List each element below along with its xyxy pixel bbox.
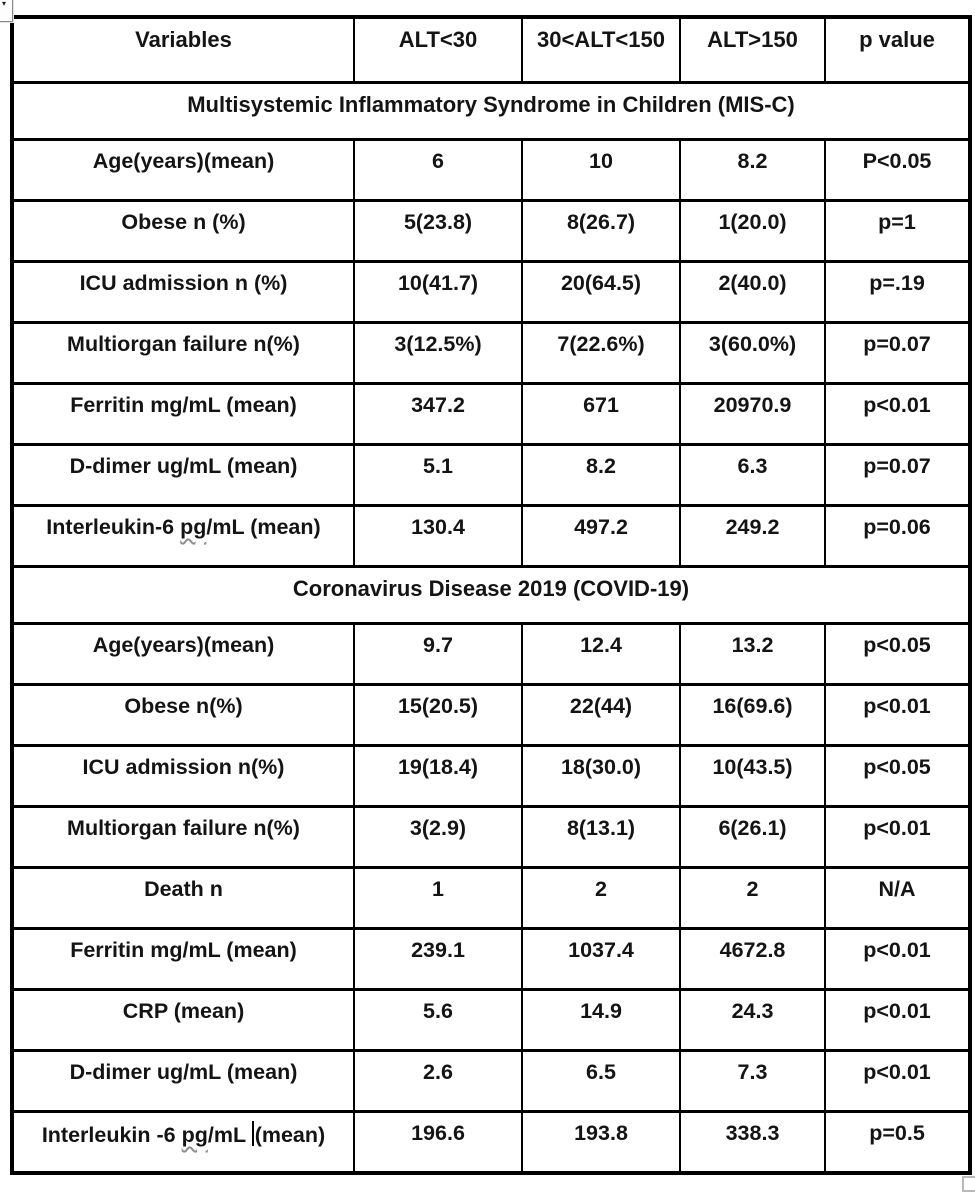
label-text: (mean) <box>254 1123 326 1147</box>
row-label[interactable]: ICU admission n (%) <box>12 262 354 323</box>
p-value-cell[interactable]: p<0.05 <box>825 624 970 685</box>
row-label[interactable]: Multiorgan failure n(%) <box>12 807 354 868</box>
section-header-row <box>12 567 970 624</box>
value-cell[interactable]: 6 <box>354 140 522 201</box>
object-anchor-icon[interactable]: ▾ <box>0 0 13 22</box>
value-cell[interactable]: 12.4 <box>522 624 680 685</box>
table-row <box>12 624 970 685</box>
value-cell[interactable]: 5.1 <box>354 445 522 506</box>
value-cell[interactable]: 671 <box>522 384 680 445</box>
column-header-p-value[interactable]: p value <box>825 17 970 83</box>
table-row <box>12 868 970 929</box>
value-cell[interactable]: 4672.8 <box>680 929 825 990</box>
value-cell[interactable]: 2(40.0) <box>680 262 825 323</box>
row-label[interactable]: CRP (mean) <box>12 990 354 1051</box>
row-label[interactable]: Ferritin mg/mL (mean) <box>12 384 354 445</box>
value-cell[interactable]: 13.2 <box>680 624 825 685</box>
table-row <box>12 506 970 567</box>
clinical-variables-table <box>10 15 972 1175</box>
value-cell[interactable]: 497.2 <box>522 506 680 567</box>
table-row <box>12 262 970 323</box>
table-row <box>12 746 970 807</box>
table-row <box>12 929 970 990</box>
value-cell[interactable]: 1037.4 <box>522 929 680 990</box>
p-value-cell[interactable]: p<0.01 <box>825 990 970 1051</box>
label-text: /mL <box>207 1123 252 1147</box>
value-cell[interactable]: 8(26.7) <box>522 201 680 262</box>
value-cell[interactable]: 3(2.9) <box>354 807 522 868</box>
value-cell[interactable]: 239.1 <box>354 929 522 990</box>
p-value-cell[interactable]: p<0.01 <box>825 1051 970 1112</box>
value-cell[interactable]: 196.6 <box>354 1112 522 1174</box>
value-cell[interactable]: 15(20.5) <box>354 685 522 746</box>
section-header-row <box>12 83 970 140</box>
value-cell[interactable]: 1 <box>354 868 522 929</box>
value-cell[interactable]: 6.5 <box>522 1051 680 1112</box>
value-cell[interactable]: 193.8 <box>522 1112 680 1174</box>
value-cell[interactable]: 10(41.7) <box>354 262 522 323</box>
section-title[interactable]: Coronavirus Disease 2019 (COVID-19) <box>12 567 970 624</box>
value-cell[interactable]: 10 <box>522 140 680 201</box>
row-label[interactable] <box>12 506 354 567</box>
row-label[interactable]: ICU admission n(%) <box>12 746 354 807</box>
label-text: /mL (mean) <box>206 515 321 539</box>
value-cell[interactable]: 10(43.5) <box>680 746 825 807</box>
value-cell[interactable]: 347.2 <box>354 384 522 445</box>
value-cell[interactable]: 6.3 <box>680 445 825 506</box>
value-cell[interactable]: 16(69.6) <box>680 685 825 746</box>
column-header-alt-lt-30[interactable]: ALT<30 <box>354 17 522 83</box>
value-cell[interactable]: 8(13.1) <box>522 807 680 868</box>
spellcheck-squiggle-text: pg <box>180 515 207 539</box>
value-cell[interactable]: 20(64.5) <box>522 262 680 323</box>
p-value-cell[interactable]: p<0.05 <box>825 746 970 807</box>
row-label[interactable]: Obese n(%) <box>12 685 354 746</box>
value-cell[interactable]: 130.4 <box>354 506 522 567</box>
label-text: Interleukin -6 <box>41 1123 182 1147</box>
row-label[interactable]: D-dimer ug/mL (mean) <box>12 445 354 506</box>
value-cell[interactable]: 3(12.5%) <box>354 323 522 384</box>
row-label[interactable]: Obese n (%) <box>12 201 354 262</box>
table-row <box>12 384 970 445</box>
value-cell[interactable]: 7(22.6%) <box>522 323 680 384</box>
value-cell[interactable]: 9.7 <box>354 624 522 685</box>
value-cell[interactable]: 2 <box>522 868 680 929</box>
p-value-cell[interactable]: p<0.01 <box>825 384 970 445</box>
value-cell[interactable]: 1(20.0) <box>680 201 825 262</box>
row-label[interactable]: Age(years)(mean) <box>12 140 354 201</box>
value-cell[interactable]: 22(44) <box>522 685 680 746</box>
p-value-cell[interactable]: p=1 <box>825 201 970 262</box>
value-cell[interactable]: 249.2 <box>680 506 825 567</box>
table-row <box>12 323 970 384</box>
value-cell[interactable]: 24.3 <box>680 990 825 1051</box>
row-label[interactable]: Ferritin mg/mL (mean) <box>12 929 354 990</box>
table-row <box>12 1051 970 1112</box>
value-cell[interactable]: 14.9 <box>522 990 680 1051</box>
p-value-cell[interactable]: P<0.05 <box>825 140 970 201</box>
value-cell[interactable]: 20970.9 <box>680 384 825 445</box>
value-cell[interactable]: 19(18.4) <box>354 746 522 807</box>
table-header <box>12 17 970 83</box>
spellcheck-squiggle-text: pg <box>181 1123 208 1147</box>
p-value-cell[interactable]: p<0.01 <box>825 685 970 746</box>
row-label[interactable]: Death n <box>12 868 354 929</box>
p-value-cell[interactable]: p<0.01 <box>825 807 970 868</box>
value-cell[interactable]: 5.6 <box>354 990 522 1051</box>
table-resize-handle[interactable] <box>962 1176 975 1192</box>
value-cell[interactable]: 338.3 <box>680 1112 825 1174</box>
table-row <box>12 201 970 262</box>
value-cell[interactable]: 6(26.1) <box>680 807 825 868</box>
table-row <box>12 445 970 506</box>
value-cell[interactable]: 5(23.8) <box>354 201 522 262</box>
row-label[interactable]: Multiorgan failure n(%) <box>12 323 354 384</box>
table-row <box>12 685 970 746</box>
p-value-cell[interactable]: p=0.07 <box>825 445 970 506</box>
value-cell[interactable]: 8.2 <box>522 445 680 506</box>
value-cell[interactable]: 2 <box>680 868 825 929</box>
table-row <box>12 990 970 1051</box>
table-row <box>12 140 970 201</box>
value-cell[interactable]: 7.3 <box>680 1051 825 1112</box>
value-cell[interactable]: 8.2 <box>680 140 825 201</box>
p-value-cell[interactable]: p=.19 <box>825 262 970 323</box>
table-body <box>12 83 970 1174</box>
row-label[interactable] <box>12 1112 354 1174</box>
row-label[interactable]: Age(years)(mean) <box>12 624 354 685</box>
row-label[interactable]: D-dimer ug/mL (mean) <box>12 1051 354 1112</box>
p-value-cell[interactable]: p=0.07 <box>825 323 970 384</box>
value-cell[interactable]: 18(30.0) <box>522 746 680 807</box>
p-value-cell[interactable]: N/A <box>825 868 970 929</box>
header-row <box>12 17 970 83</box>
text-cursor <box>252 1121 254 1146</box>
column-header-variables[interactable]: Variables <box>12 17 354 83</box>
table-row <box>12 807 970 868</box>
section-title[interactable]: Multisystemic Inflammatory Syndrome in Children (MIS-C) <box>12 83 970 140</box>
column-header-alt-30-150[interactable]: 30<ALT<150 <box>522 17 680 83</box>
column-header-alt-gt-150[interactable]: ALT>150 <box>680 17 825 83</box>
p-value-cell[interactable]: p=0.06 <box>825 506 970 567</box>
value-cell[interactable]: 3(60.0%) <box>680 323 825 384</box>
table-row <box>12 1112 970 1174</box>
p-value-cell[interactable]: p<0.01 <box>825 929 970 990</box>
p-value-cell[interactable]: p=0.5 <box>825 1112 970 1174</box>
label-text: Interleukin-6 <box>46 515 181 539</box>
value-cell[interactable]: 2.6 <box>354 1051 522 1112</box>
